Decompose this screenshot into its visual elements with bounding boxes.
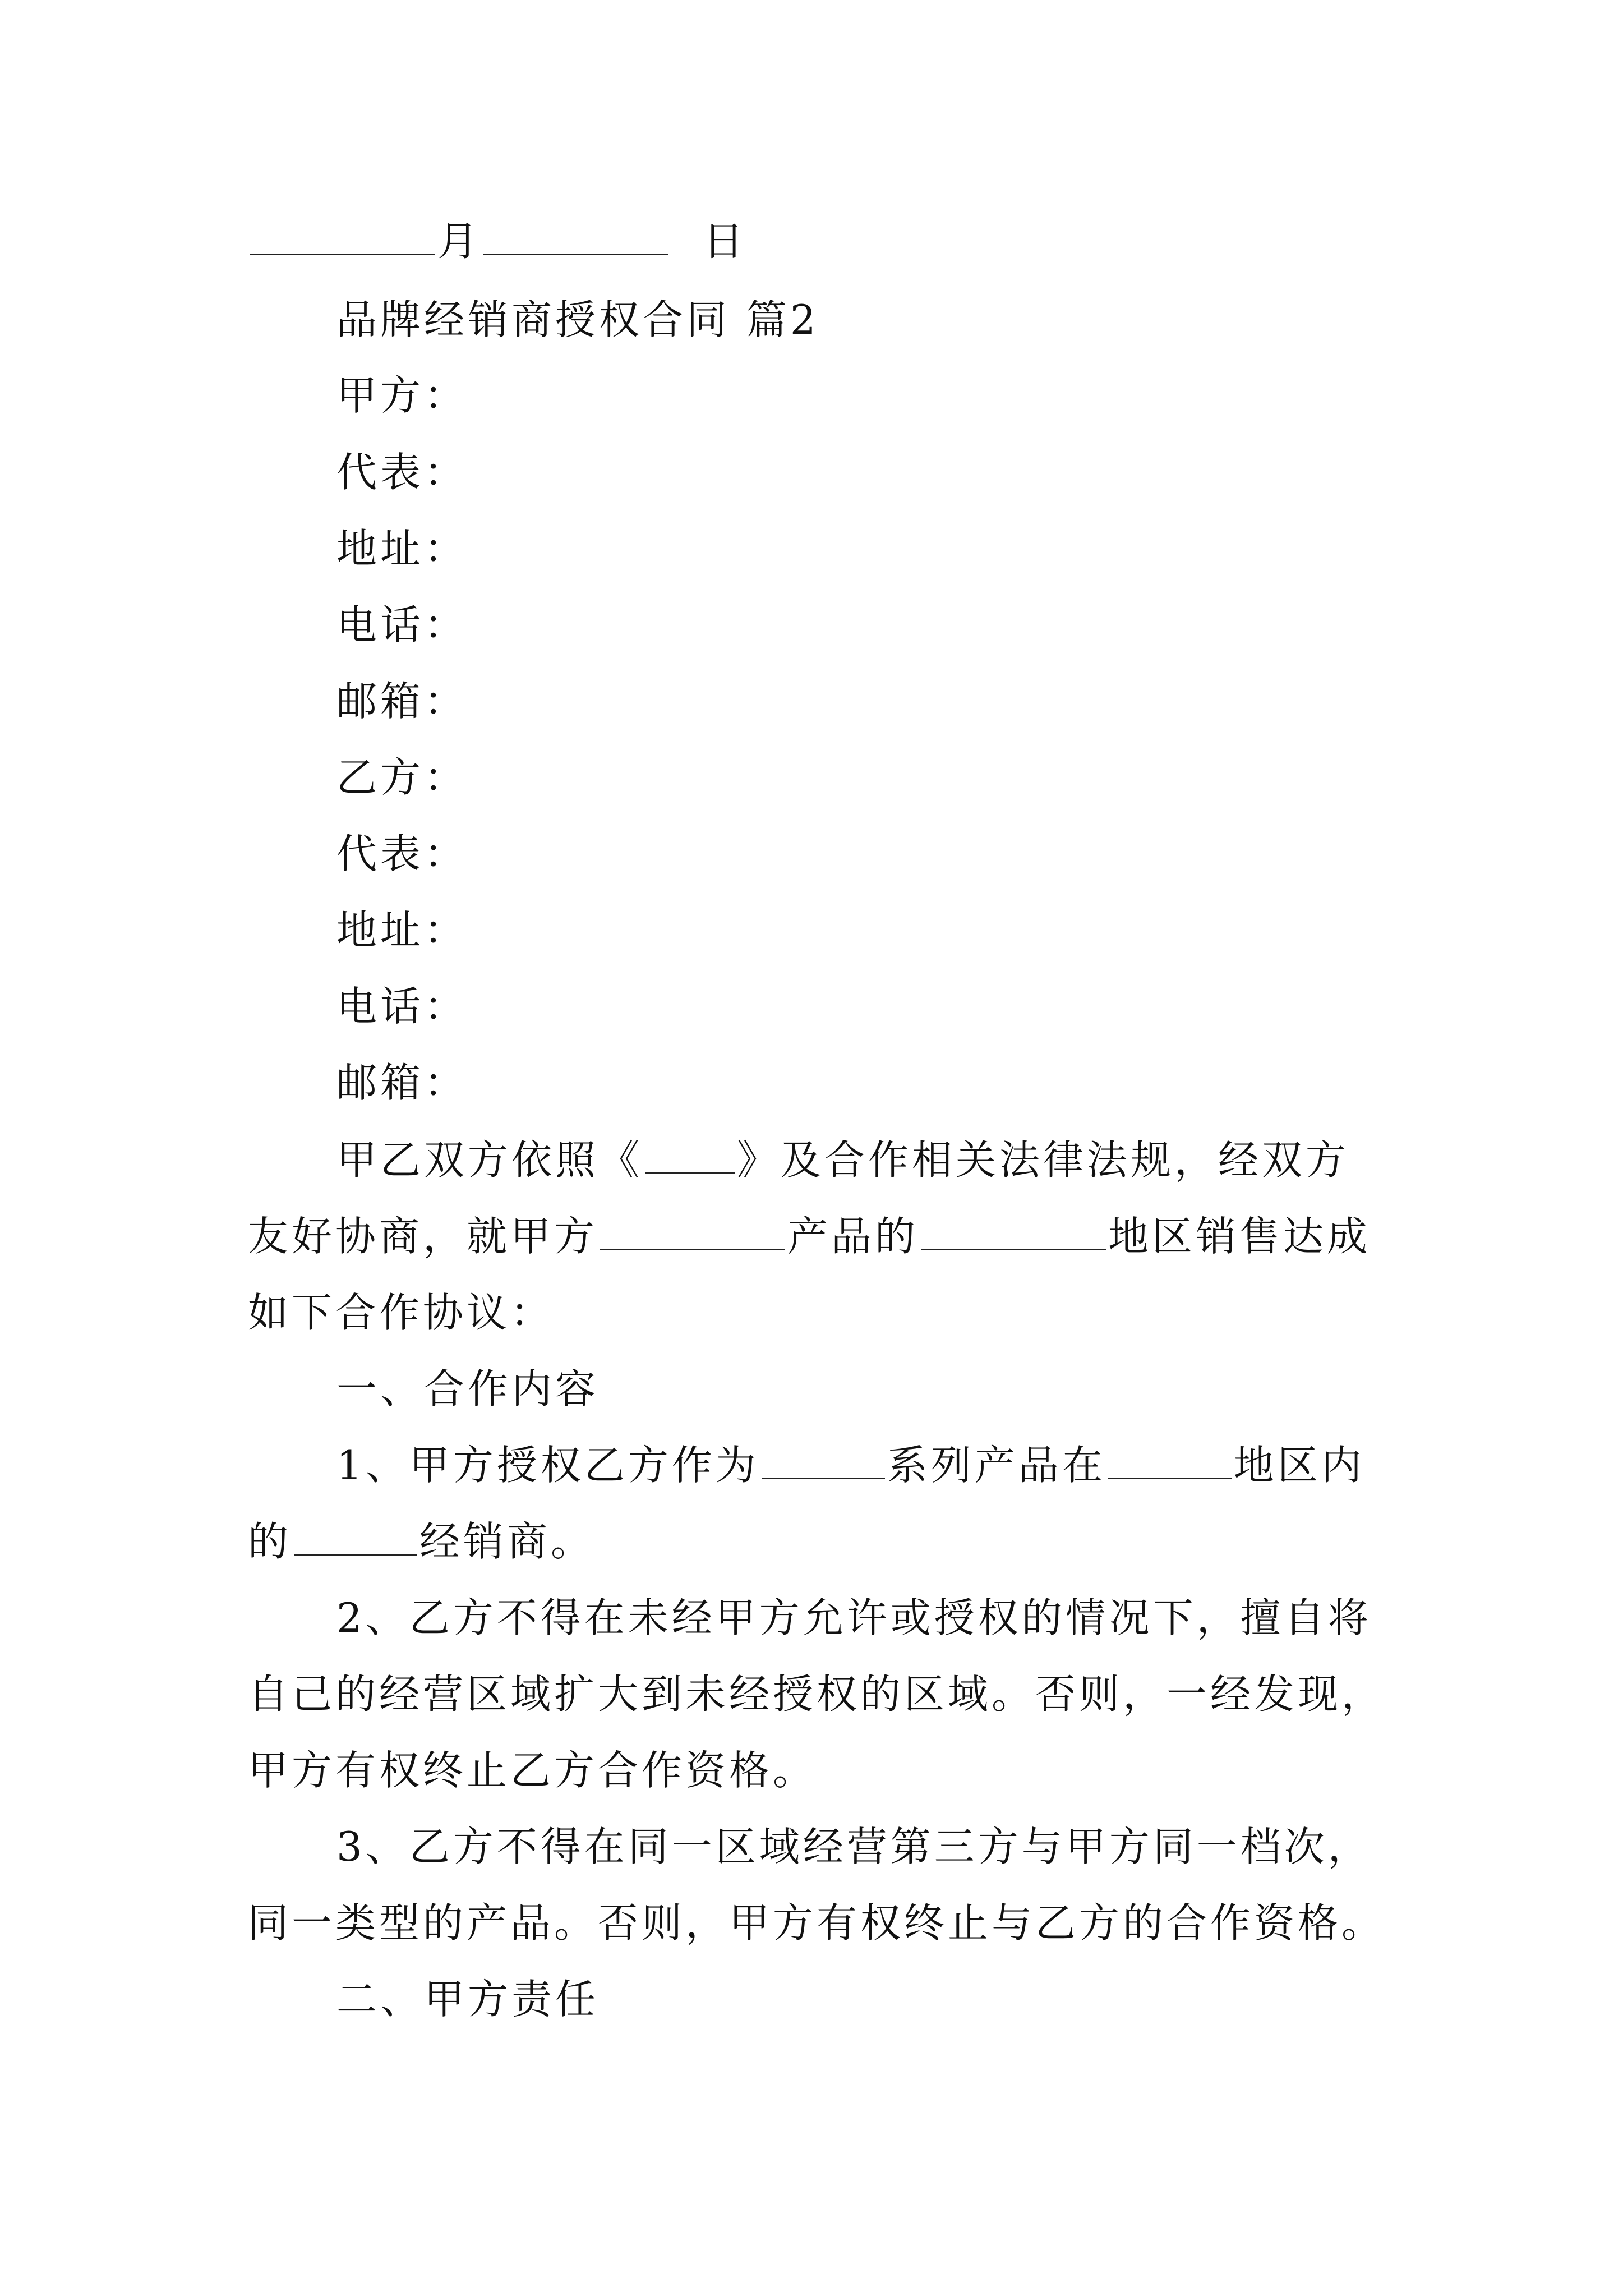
item-2-line-2: 自己的经营区域扩大到未经授权的区域。否则，一经发现， bbox=[248, 1671, 1386, 1718]
party-b-address: 地址： bbox=[336, 907, 468, 954]
party-b-phone: 电话： bbox=[336, 983, 468, 1030]
dealer-type-blank bbox=[294, 1515, 417, 1556]
document-heading: 品牌经销商授权合同 篇2 bbox=[336, 296, 819, 343]
series-blank bbox=[762, 1438, 885, 1479]
item-text: 系列产品在 bbox=[887, 1442, 1106, 1489]
item-1-line-1 bbox=[336, 1437, 1365, 1493]
intro-text: 地区销售达成 bbox=[1108, 1213, 1371, 1260]
party-b-email: 邮箱： bbox=[336, 1059, 468, 1106]
party-a-rep: 代表： bbox=[336, 449, 468, 496]
day-label: 日 bbox=[703, 218, 747, 265]
date-line bbox=[248, 213, 747, 269]
item-2-line-3: 甲方有权终止乙方合作资格。 bbox=[248, 1747, 817, 1794]
product-blank bbox=[600, 1209, 785, 1250]
party-a-address: 地址： bbox=[336, 525, 468, 572]
intro-text: 甲乙双方依照《 bbox=[336, 1137, 643, 1184]
intro-line-2 bbox=[248, 1208, 1371, 1264]
party-a-email: 邮箱： bbox=[336, 678, 468, 725]
section-1-title: 一、合作内容 bbox=[336, 1365, 600, 1412]
party-b-label: 乙方： bbox=[336, 754, 468, 801]
intro-line-1 bbox=[336, 1132, 1349, 1188]
party-a-label: 甲方： bbox=[336, 372, 468, 419]
intro-line-3: 如下合作协议： bbox=[248, 1289, 555, 1336]
intro-text: 友好协商，就甲方 bbox=[248, 1213, 598, 1260]
month-label: 月 bbox=[437, 218, 482, 265]
item-3-line-2: 同一类型的产品。否则，甲方有权终止与乙方的合作资格。 bbox=[248, 1899, 1386, 1947]
item-text: 地区内 bbox=[1233, 1442, 1365, 1489]
item-text: 的 bbox=[248, 1518, 292, 1565]
month-blank bbox=[483, 214, 668, 255]
item-text: 1、甲方授权乙方作为 bbox=[336, 1442, 759, 1489]
party-b-rep: 代表： bbox=[336, 830, 468, 877]
area-blank bbox=[1108, 1438, 1232, 1479]
section-2-title: 二、甲方责任 bbox=[336, 1976, 600, 2023]
item-1-line-2 bbox=[248, 1513, 594, 1570]
year-blank bbox=[250, 214, 435, 255]
law-name-blank bbox=[645, 1133, 735, 1174]
item-2-line-1: 2、乙方不得在未经甲方允许或授权的情况下，擅自将 bbox=[336, 1594, 1372, 1641]
intro-text: 产品的 bbox=[787, 1213, 919, 1260]
intro-text: 》及合作相关法律法规，经双方 bbox=[737, 1137, 1350, 1184]
party-a-phone: 电话： bbox=[336, 601, 468, 648]
item-3-line-1: 3、乙方不得在同一区域经营第三方与甲方同一档次， bbox=[336, 1823, 1372, 1870]
region-blank bbox=[921, 1209, 1106, 1250]
item-text: 经销商。 bbox=[419, 1518, 595, 1565]
